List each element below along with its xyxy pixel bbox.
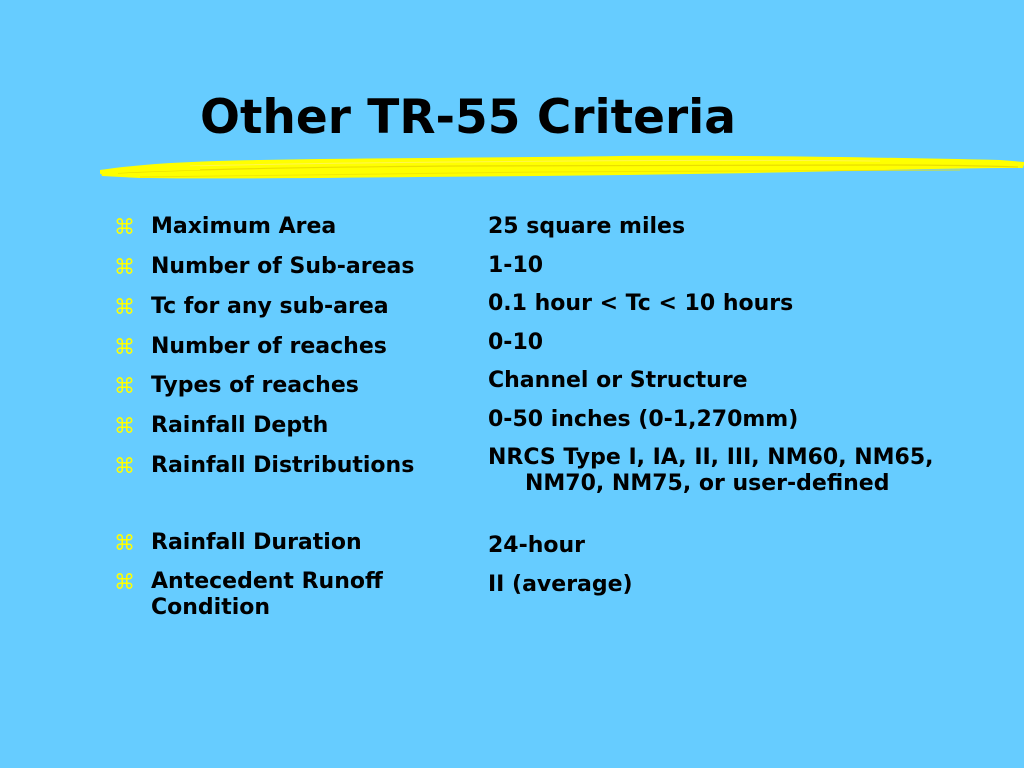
slide-title: Other TR-55 Criteria xyxy=(200,90,736,145)
criteria-label: Number of reaches xyxy=(151,334,387,359)
bullet-icon: ⌘ xyxy=(114,531,135,555)
criteria-label: Rainfall Depth xyxy=(151,413,329,438)
bullet-icon: ⌘ xyxy=(114,215,135,239)
list-item xyxy=(114,530,474,569)
criteria-label: Rainfall Duration xyxy=(151,530,362,555)
bullet-icon: ⌘ xyxy=(114,570,135,594)
bullet-icon: ⌘ xyxy=(114,335,135,359)
bullet-icon: ⌘ xyxy=(114,374,135,398)
criteria-label: Rainfall Distributions xyxy=(151,453,415,478)
criteria-values-column xyxy=(488,214,934,598)
yellow-brush-stroke-divider xyxy=(100,146,1024,192)
list-item xyxy=(114,453,474,530)
criteria-labels-column xyxy=(114,214,474,621)
criteria-value: NRCS Type I, IA, II, III, NM60, NM65, NM70, NM75, or user-defined xyxy=(488,445,934,496)
list-item xyxy=(114,254,474,294)
criteria-value: 0-50 inches (0-1,270mm) xyxy=(488,407,799,432)
criteria-value: 1-10 xyxy=(488,253,544,278)
criteria-value: 24-hour xyxy=(488,533,586,558)
criteria-value: 25 square miles xyxy=(488,214,686,239)
list-item xyxy=(114,294,474,334)
criteria-value: 0-10 xyxy=(488,330,544,355)
bullet-icon: ⌘ xyxy=(114,255,135,279)
bullet-icon: ⌘ xyxy=(114,454,135,478)
list-item xyxy=(114,214,474,254)
list-item xyxy=(114,373,474,413)
criteria-value: Channel or Structure xyxy=(488,368,748,393)
criteria-label: Types of reaches xyxy=(151,373,359,398)
criteria-value: II (average) xyxy=(488,572,633,597)
criteria-value: 0.1 hour < Tc < 10 hours xyxy=(488,291,794,316)
criteria-label: Maximum Area xyxy=(151,214,337,239)
bullet-icon: ⌘ xyxy=(114,414,135,438)
list-item xyxy=(114,569,451,621)
criteria-label: Antecedent Runoff Condition xyxy=(151,569,383,620)
criteria-label: Number of Sub-areas xyxy=(151,254,415,279)
bullet-icon: ⌘ xyxy=(114,295,135,319)
list-item xyxy=(114,334,474,373)
list-item xyxy=(114,413,474,453)
criteria-label: Tc for any sub-area xyxy=(151,294,389,319)
